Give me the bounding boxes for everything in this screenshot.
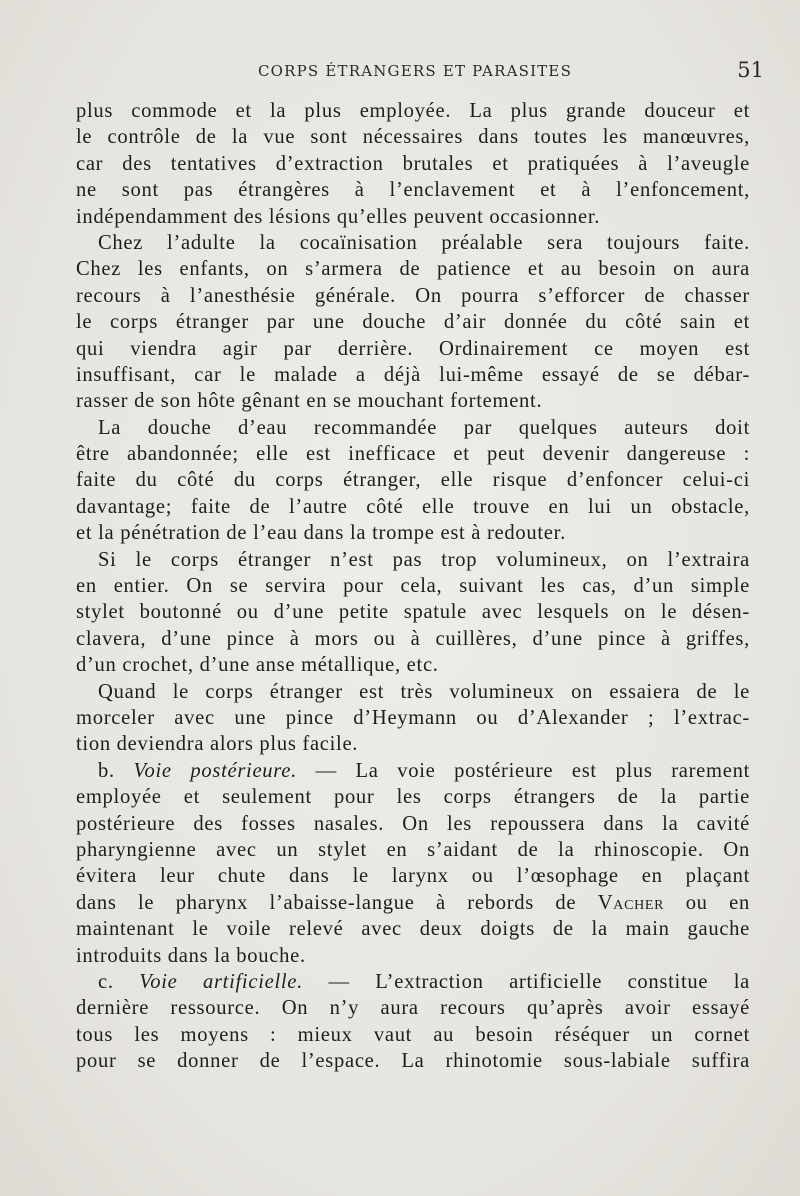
text-line: le corps étranger par une douche d’air donnée du côté sain et [76, 311, 750, 334]
text-line: car des tentatives d’extraction brutales et pratiquées à l’aveugle [76, 152, 750, 175]
text-line: faite du côté du corps étranger, elle risque d’enfoncer celui-ci [76, 469, 750, 492]
section-heading: Voie artificielle. [139, 970, 303, 993]
text-line: ne sont pas étrangères à l’enclavement et à l’enfoncement, [76, 179, 750, 202]
section-letter: b. [98, 759, 115, 782]
text-line: rasser de son hôte gênant en se mouchant fortement. [76, 390, 543, 413]
text-line: Chez les enfants, on s’armera de patience et au besoin on aura [76, 258, 750, 281]
text-line: stylet boutonné ou d’une petite spatule avec lesquels on le désen- [76, 601, 750, 624]
text-line: d’un crochet, d’une anse métallique, etc. [76, 654, 439, 677]
text-line: indépendamment des lésions qu’elles peuvent occasionner. [76, 205, 601, 228]
text-line: être abandonnée; elle est inefficace et peut devenir dangereuse : [76, 443, 750, 466]
section-heading: Voie postérieure. [133, 759, 297, 782]
text-line: le contrôle de la vue sont nécessaires dans toutes les manœuvres, [76, 126, 750, 149]
text-line: qui viendra agir par derrière. Ordinairement ce moyen est [76, 337, 750, 360]
page-header [0, 58, 800, 88]
text-line: tous les moyens : mieux vaut au besoin réséquer un cornet [76, 1023, 750, 1046]
section-letter: c. [98, 970, 114, 993]
text-line: dernière ressource. On n’y aura recours qu’après avoir essayé [76, 997, 750, 1020]
text-line: en entier. On se servira pour cela, suivant les cas, d’un simple [76, 575, 750, 598]
text-line: Chez l’adulte la cocaïnisation préalable sera toujours faite. [98, 231, 750, 254]
text-line: tion deviendra alors plus facile. [76, 733, 359, 756]
text-line: morceler avec une pince d’Heymann ou d’Alexander ; l’extrac- [76, 706, 750, 729]
text-line: Quand le corps étranger est très volumineux on essaiera de le [98, 680, 750, 703]
text-line: La douche d’eau recommandée par quelques auteurs doit [98, 416, 750, 439]
line-text: — L’extraction artificielle constitue la [328, 970, 750, 993]
running-title: CORPS ÉTRANGERS ET PARASITES [257, 62, 573, 80]
line-text: dans le pharynx l’abaisse-langue à rebords de [76, 891, 577, 914]
text-line: et la pénétration de l’eau dans la trompe est à redouter. [76, 522, 566, 545]
text-line: maintenant le voile relevé avec deux doigts de la main gauche [76, 918, 750, 941]
text-line: clavera, d’une pince à mors ou à cuillères, d’une pince à griffes, [76, 627, 750, 650]
text-line [76, 758, 750, 784]
text-line: Si le corps étranger n’est pas trop volumineux, on l’extraira [98, 548, 750, 571]
text-line: évitera leur chute dans le larynx ou l’œsophage en plaçant [76, 865, 750, 888]
line-text: — La voie postérieure est plus rarement [315, 759, 750, 782]
text-line [76, 969, 750, 995]
author-name: Vacher [597, 891, 665, 914]
page-number: 51 [737, 58, 764, 82]
line-text: ou en [685, 891, 750, 914]
text-line: insuffisant, car le malade a déjà lui-même essayé de se débar- [76, 363, 750, 386]
body-text [76, 98, 750, 1074]
text-line: pour se donner de l’espace. La rhinotomie sous-labiale suffira [76, 1050, 750, 1073]
text-line [76, 890, 750, 916]
text-line: plus commode et la plus employée. La plus grande douceur et [76, 100, 750, 122]
text-line: recours à l’anesthésie générale. On pourra s’efforcer de chasser [76, 284, 750, 307]
text-line: employée et seulement pour les corps étrangers de la partie [76, 786, 750, 809]
text-line: postérieure des fosses nasales. On les repoussera dans la cavité [76, 812, 750, 835]
text-line: davantage; faite de l’autre côté elle trouve en lui un obstacle, [76, 495, 750, 518]
text-line: introduits dans la bouche. [76, 944, 306, 967]
text-line: pharyngienne avec un stylet en s’aidant de la rhinoscopie. On [76, 838, 750, 861]
